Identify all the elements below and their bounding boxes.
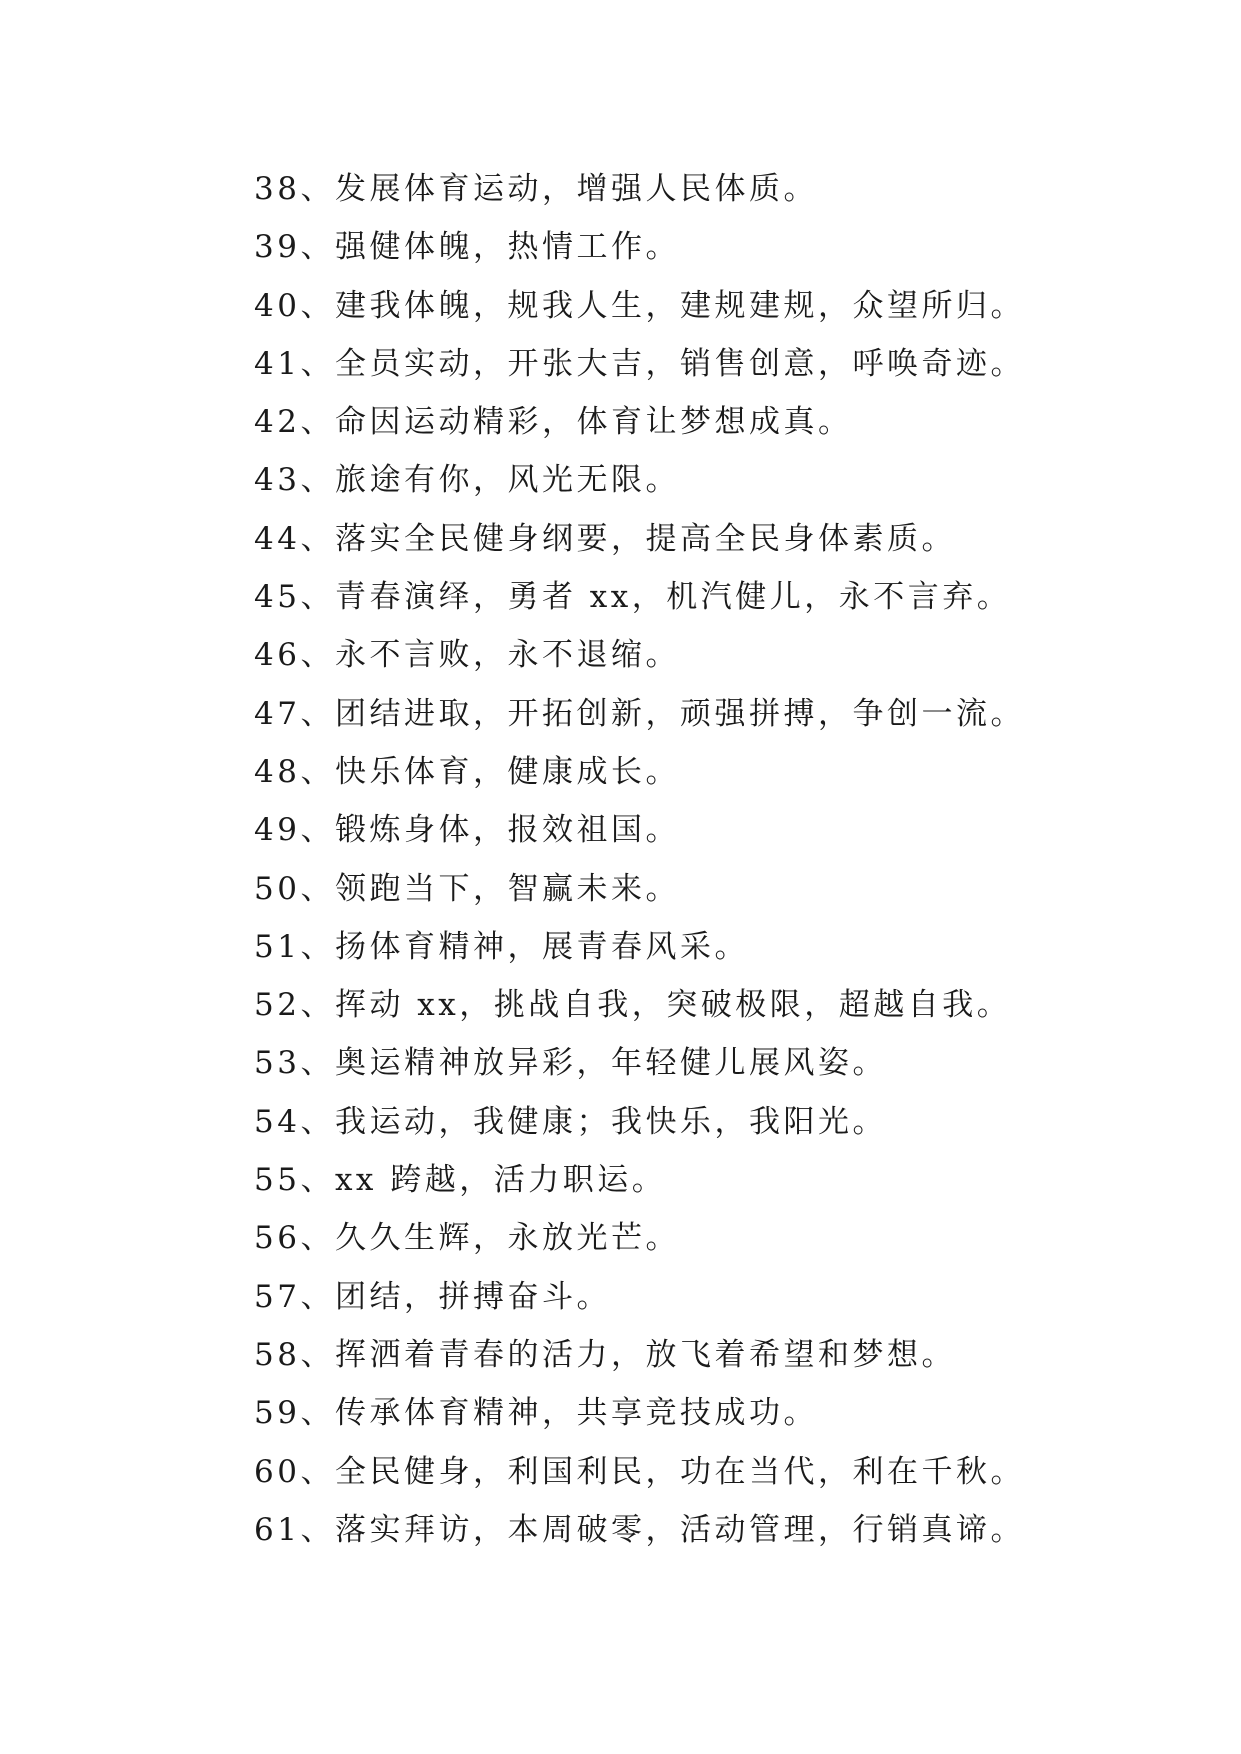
list-item: 54、我运动，我健康；我快乐，我阳光。 (254, 1103, 887, 1140)
list-item: 50、领跑当下，智赢未来。 (254, 870, 680, 907)
list-item: 48、快乐体育，健康成长。 (254, 753, 680, 790)
list-item: 47、团结进取，开拓创新，顽强拼搏，争创一流。 (254, 695, 1025, 732)
list-item: 42、命因运动精彩，体育让梦想成真。 (254, 404, 853, 441)
list-item: 56、久久生辉，永放光芒。 (254, 1220, 680, 1257)
list-item: 45、青春演绎，勇者 xx，机汽健儿，永不言弃。 (254, 579, 1012, 616)
list-item: 51、扬体育精神，展青春风采。 (254, 928, 749, 965)
list-item: 61、落实拜访，本周破零，活动管理，行销真谛。 (254, 1511, 1025, 1548)
list-item: 53、奥运精神放异彩，年轻健儿展风姿。 (254, 1045, 887, 1082)
list-item: 52、挥动 xx，挑战自我，突破极限，超越自我。 (254, 987, 1012, 1024)
list-item: 58、挥洒着青春的活力，放飞着希望和梦想。 (254, 1336, 956, 1373)
slogan-list (254, 160, 1025, 1559)
list-item: 59、传承体育精神，共享竞技成功。 (254, 1395, 818, 1432)
list-item: 49、锻炼身体，报效祖国。 (254, 812, 680, 849)
list-item: 55、xx 跨越，活力职运。 (254, 1162, 667, 1199)
list-item: 40、建我体魄，规我人生，建规建规，众望所归。 (254, 287, 1025, 324)
list-item: 57、团结，拼搏奋斗。 (254, 1278, 611, 1315)
list-item: 41、全员实动，开张大吉，销售创意，呼唤奇迹。 (254, 345, 1025, 382)
list-item: 38、发展体育运动，增强人民体质。 (254, 171, 818, 207)
list-item: 60、全民健身，利国利民，功在当代，利在千秋。 (254, 1453, 1025, 1490)
list-item: 46、永不言败，永不退缩。 (254, 637, 680, 674)
list-item: 44、落实全民健身纲要，提高全民身体素质。 (254, 520, 956, 557)
list-item: 43、旅途有你，风光无限。 (254, 462, 680, 499)
list-item: 39、强健体魄，热情工作。 (254, 229, 680, 266)
